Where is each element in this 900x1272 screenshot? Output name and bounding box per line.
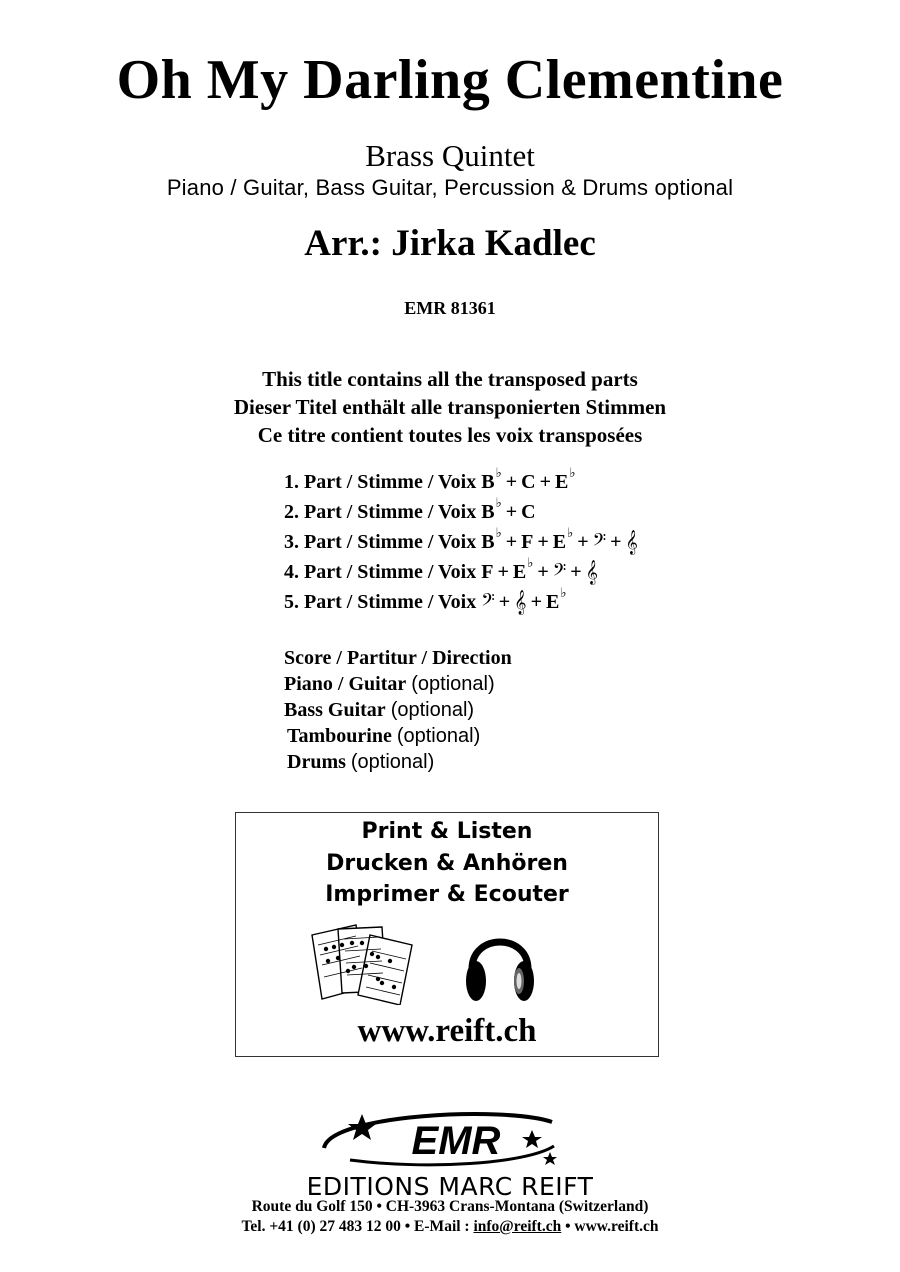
part-number: 1. bbox=[284, 470, 299, 493]
part-line bbox=[284, 524, 638, 557]
arranger: Arr.: Jirka Kadlec bbox=[304, 223, 596, 264]
publisher-name: EDITIONS MARC REIFT bbox=[306, 1172, 594, 1201]
key-letter: F bbox=[521, 530, 534, 553]
bass-clef-icon: 𝄢 bbox=[592, 529, 607, 554]
part-number: 3. bbox=[284, 530, 299, 553]
part-label: Part / Stimme / Voix bbox=[304, 500, 477, 523]
extra-item-name: Drums bbox=[287, 751, 346, 773]
treble-clef-icon: 𝄞 bbox=[625, 529, 638, 554]
key-name bbox=[521, 471, 535, 494]
treble-clef-icon: 𝄞 bbox=[514, 589, 527, 614]
key-name bbox=[512, 554, 534, 584]
key-letter: B bbox=[481, 530, 495, 553]
plus-separator: + bbox=[577, 530, 589, 553]
part-label: Part / Stimme / Voix bbox=[304, 590, 477, 613]
contact-phone: Tel. +41 (0) 27 483 12 00 • E-Mail : bbox=[241, 1218, 470, 1235]
promo-line-fr: Imprimer & Ecouter bbox=[325, 882, 569, 907]
bass-clef-icon: 𝄢 bbox=[552, 559, 567, 584]
key-name bbox=[521, 501, 535, 524]
extra-item bbox=[284, 647, 512, 673]
treble-clef-icon: 𝄞 bbox=[585, 559, 599, 584]
part-number: 4. bbox=[284, 560, 299, 583]
key-name bbox=[552, 524, 574, 554]
key-letter: B bbox=[481, 470, 495, 493]
publisher-address: Route du Golf 150 • CH-3963 Crans-Montana (Switzerland) bbox=[251, 1198, 649, 1215]
extra-item-name: Score / Partitur / Direction bbox=[284, 647, 512, 669]
key-letter: B bbox=[481, 500, 495, 523]
part-label: Part / Stimme / Voix bbox=[304, 530, 477, 553]
key-letter: F bbox=[481, 560, 494, 583]
part-number: 5. bbox=[284, 590, 299, 613]
extra-item-note: (optional) bbox=[350, 751, 435, 773]
key-name bbox=[554, 464, 576, 494]
flat-icon: ♭ bbox=[560, 584, 567, 600]
part-line bbox=[284, 584, 638, 617]
key-name bbox=[481, 524, 502, 554]
plus-separator: + bbox=[537, 560, 549, 583]
extra-item bbox=[284, 673, 512, 699]
key-letter: E bbox=[552, 530, 567, 553]
plus-separator: + bbox=[497, 560, 509, 583]
page-title: Oh My Darling Clementine bbox=[116, 49, 784, 111]
parts-list bbox=[284, 464, 638, 617]
catalog-number: EMR 81361 bbox=[404, 298, 496, 318]
flat-icon: ♭ bbox=[567, 524, 574, 540]
plus-separator: + bbox=[610, 530, 622, 553]
plus-separator: + bbox=[537, 530, 549, 553]
plus-separator: + bbox=[498, 590, 511, 613]
key-letter: E bbox=[554, 470, 569, 493]
extra-item-note: (optional) bbox=[396, 725, 481, 747]
transposed-note-en: This title contains all the transposed parts bbox=[262, 367, 638, 391]
flat-icon: ♭ bbox=[495, 464, 502, 480]
extra-item bbox=[284, 725, 512, 751]
plus-separator: + bbox=[505, 500, 518, 523]
part-line bbox=[284, 494, 638, 527]
flat-icon: ♭ bbox=[527, 554, 534, 570]
extra-item-name: Tambourine bbox=[287, 725, 392, 747]
key-letter: C bbox=[521, 500, 536, 523]
part-number: 2. bbox=[284, 500, 299, 523]
part-label: Part / Stimme / Voix bbox=[304, 560, 477, 583]
website-link[interactable]: www.reift.ch bbox=[357, 1013, 537, 1049]
sheet-music-icon bbox=[308, 921, 420, 1005]
bass-clef-icon: 𝄢 bbox=[481, 589, 495, 614]
print-listen-box bbox=[235, 812, 659, 1057]
key-name bbox=[521, 531, 533, 554]
extra-item-note: (optional) bbox=[390, 699, 475, 721]
key-letter: C bbox=[521, 470, 536, 493]
promo-line-en: Print & Listen bbox=[361, 819, 533, 844]
plus-separator: + bbox=[570, 560, 582, 583]
plus-separator: + bbox=[505, 530, 518, 553]
contact-website[interactable]: • www.reift.ch bbox=[565, 1218, 659, 1235]
logo-text: EMR bbox=[411, 1119, 501, 1163]
extra-item bbox=[284, 751, 512, 777]
flat-icon: ♭ bbox=[495, 494, 502, 510]
extra-item-note: (optional) bbox=[411, 673, 495, 695]
instrumentation: Piano / Guitar, Bass Guitar, Percussion & Drums optional bbox=[166, 175, 734, 200]
extras-list bbox=[284, 647, 512, 777]
key-name bbox=[481, 494, 502, 524]
plus-separator: + bbox=[505, 470, 518, 493]
extra-item-name: Piano / Guitar bbox=[284, 673, 407, 695]
promo-line-de: Drucken & Anhören bbox=[326, 851, 568, 876]
flat-icon: ♭ bbox=[495, 524, 502, 540]
part-label: Part / Stimme / Voix bbox=[304, 470, 477, 493]
key-name bbox=[481, 464, 502, 494]
plus-separator: + bbox=[539, 470, 551, 493]
subtitle: Brass Quintet bbox=[365, 138, 535, 173]
key-letter: E bbox=[512, 560, 527, 583]
plus-separator: + bbox=[530, 590, 542, 613]
transposed-note-de: Dieser Titel enthält alle transponierten Stimmen bbox=[233, 395, 667, 419]
part-line bbox=[284, 464, 638, 497]
transposed-note-fr: Ce titre contient toutes les voix transposées bbox=[257, 423, 643, 447]
contact-email-link[interactable]: info@reift.ch bbox=[473, 1218, 562, 1235]
headphones-icon bbox=[464, 923, 536, 1005]
flat-icon: ♭ bbox=[569, 464, 576, 480]
emr-logo bbox=[306, 1108, 596, 1172]
publisher-contact bbox=[0, 1218, 900, 1236]
extra-item-name: Bass Guitar bbox=[284, 699, 386, 721]
key-name bbox=[545, 584, 567, 614]
extra-item bbox=[284, 699, 512, 725]
part-line bbox=[284, 554, 638, 587]
key-letter: E bbox=[545, 590, 560, 613]
key-name bbox=[481, 561, 493, 584]
